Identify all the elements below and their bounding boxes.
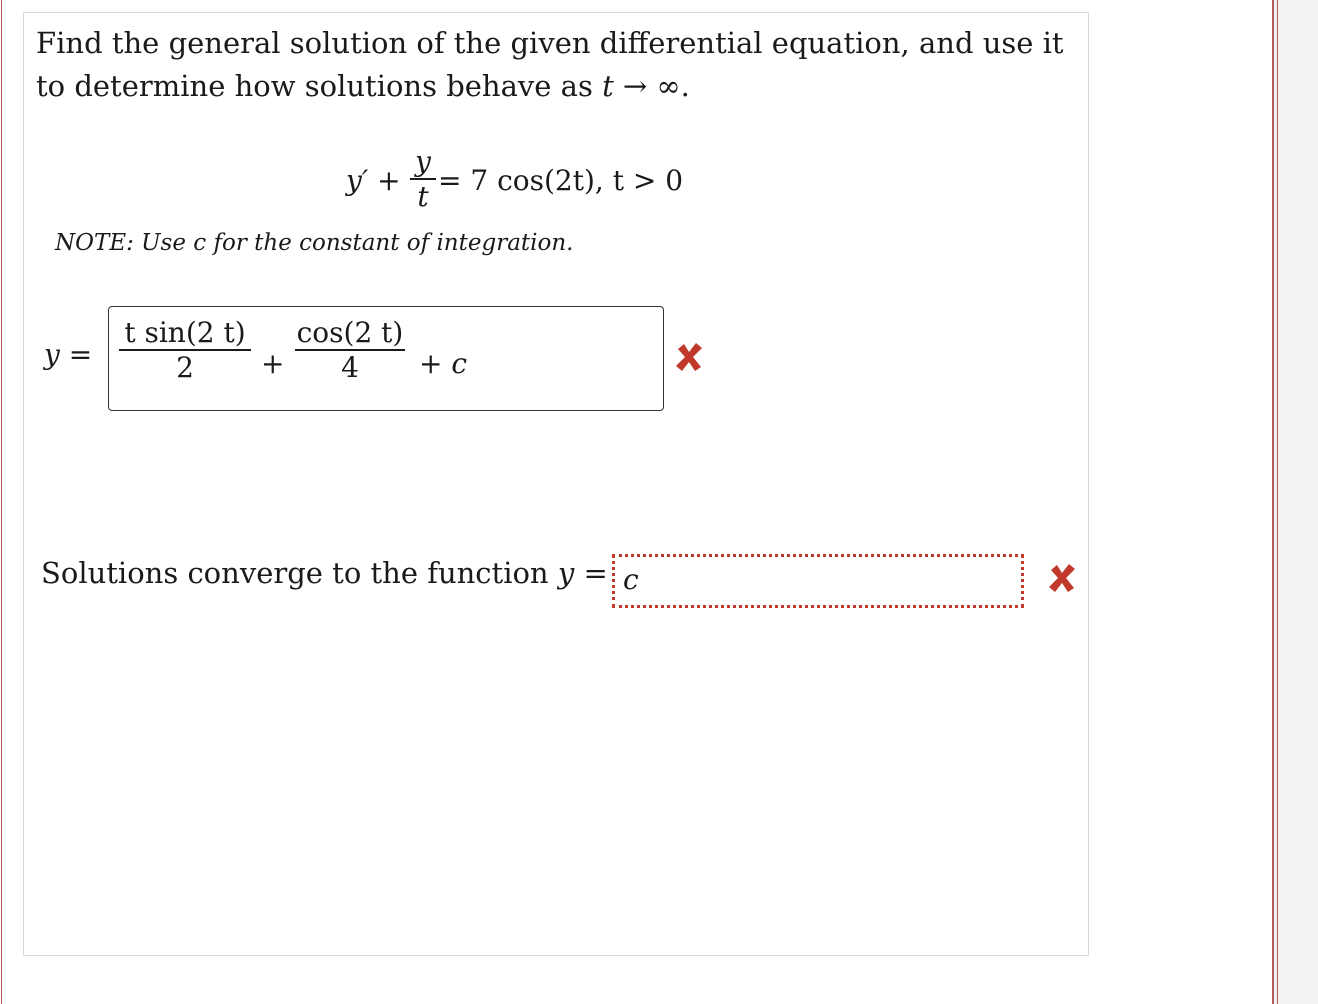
answer2-var: y = bbox=[557, 556, 608, 590]
prompt-line-2-prefix: to determine how solutions behave as bbox=[36, 69, 603, 103]
equation-frac-numerator: y bbox=[415, 145, 431, 178]
answer2-label: Solutions converge to the function bbox=[41, 556, 549, 590]
equation-lhs: y′ + bbox=[346, 164, 401, 197]
incorrect-x-icon bbox=[1047, 563, 1077, 593]
general-solution-input[interactable] bbox=[108, 306, 664, 411]
equation-fraction bbox=[410, 145, 436, 213]
answer1-plus: + bbox=[261, 347, 285, 380]
answer1-fraction-2 bbox=[295, 316, 405, 384]
answer1-frac2-numerator: cos(2 t) bbox=[296, 316, 404, 349]
problem-prompt bbox=[36, 22, 1066, 108]
prompt-line-2-suffix: → ∞. bbox=[613, 69, 690, 103]
question-card bbox=[23, 12, 1089, 956]
prompt-var-t: t bbox=[602, 69, 614, 103]
answer2-value: c bbox=[623, 563, 639, 596]
left-border bbox=[1, 0, 2, 1004]
answer2-prompt bbox=[41, 556, 608, 590]
answer1-frac1-denominator: 2 bbox=[176, 350, 194, 384]
right-sidebar bbox=[1272, 0, 1318, 1004]
prompt-line-1: Find the general solution of the given differential equation, and use it bbox=[36, 26, 1064, 60]
prompt-line-2 bbox=[36, 65, 1066, 108]
incorrect-x-icon bbox=[674, 342, 704, 372]
answer1-constant: + c bbox=[419, 347, 468, 380]
answer1-frac1-numerator: t sin(2 t) bbox=[124, 316, 246, 349]
note-text: NOTE: Use c for the constant of integration. bbox=[55, 230, 574, 256]
equation-rhs: = 7 cos(2t), t > 0 bbox=[438, 164, 684, 197]
answer1-frac2-denominator: 4 bbox=[341, 350, 359, 384]
limit-function-input[interactable] bbox=[612, 554, 1024, 608]
equation-frac-denominator: t bbox=[417, 179, 429, 213]
answer1-label: y = bbox=[44, 338, 93, 371]
answer1-fraction-1 bbox=[119, 316, 251, 384]
